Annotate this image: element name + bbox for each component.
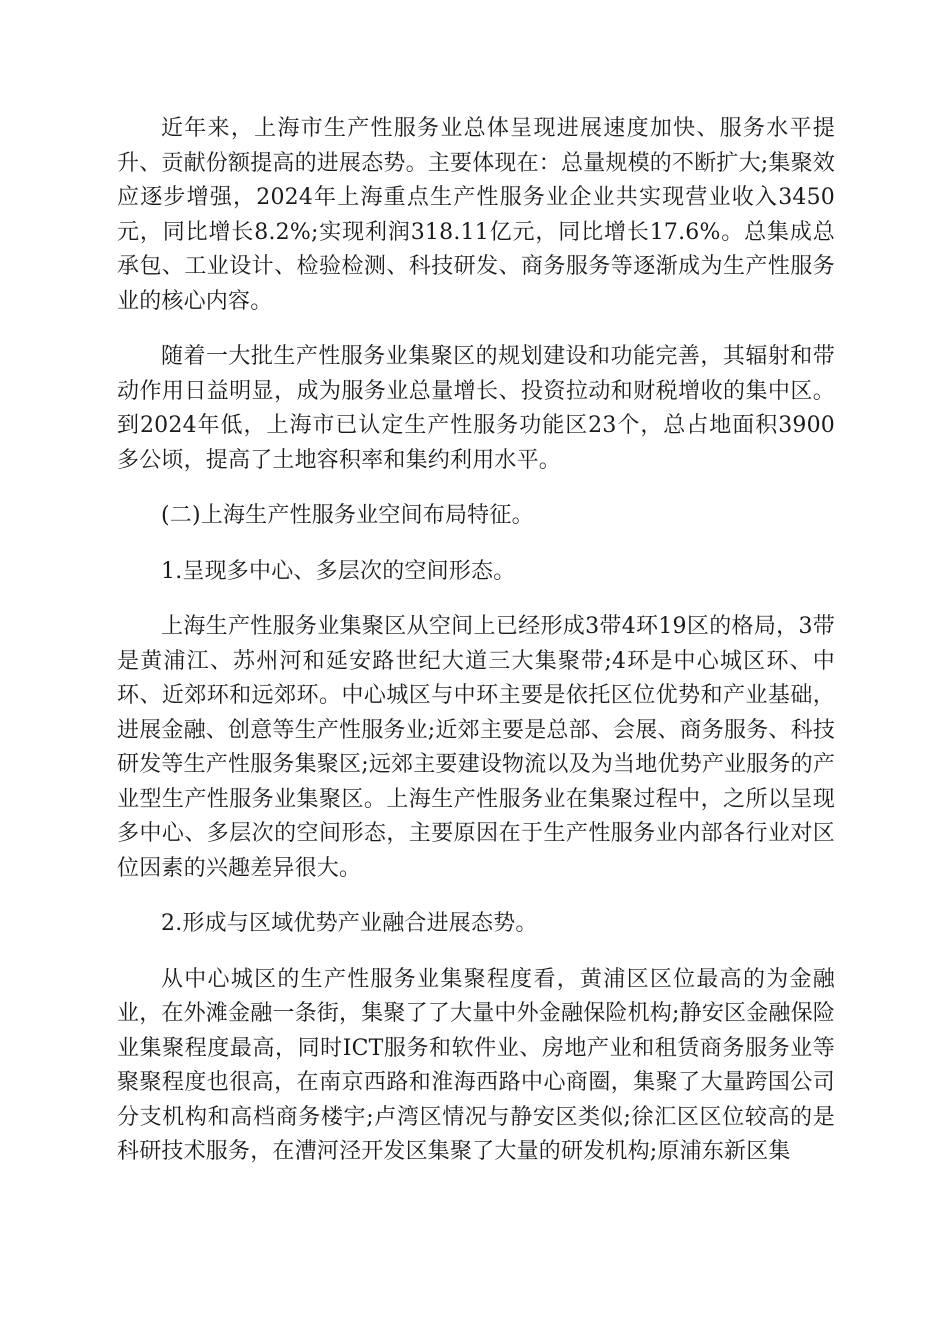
- paragraph-cluster-zones: 随着一大批生产性服务业集聚区的规划建设和功能完善，其辐射和带动作用日益明显，成为服务业总量增长、投资拉动和财税增收的集中区。到2024年低，上海市已认定生产性服务功能区23个，总占地面积3900多公顷，提高了土地容积率和集约利用水平。: [117, 344, 835, 473]
- paragraph-overview: 近年来，上海市生产性服务业总体呈现进展速度加快、服务水平提升、贡献份额提高的进展态势。主要体现在：总量规模的不断扩大;集聚效应逐步增强，2024年上海重点生产性服务业企业共实现营业收入3450元，同比增长8.2%;实现利润318.11亿元，同比增长17.6%。总集成总承包、工业设计、检验检测、科技研发、商务服务等逐渐成为生产性服务业的核心内容。: [117, 116, 836, 314]
- paragraph-spatial-pattern: 上海生产性服务业集聚区从空间上已经形成3带4环19区的格局，3带是黄浦江、苏州河和延安路世纪大道三大集聚带;4环是中心城区环、中环、近郊环和远郊环。中心城区与中环主要是依托区位优势和产业基础，进展金融、创意等生产性服务业;近郊主要是总部、会展、商务服务、科技研发等生产性服务集聚区;远郊主要建设物流以及为当地优势产业服务的产业型生产性服务业集聚区。上海生产性服务业在集聚过程中，之所以呈现多中心、多层次的空间形态，主要原因在于生产性服务业内部各行业对区位因素的兴趣差异很大。: [117, 614, 836, 881]
- subheading-industry-integration: 2.形成与区域优势产业融合进展态势。: [161, 911, 538, 936]
- subheading-multi-center: 1.呈现多中心、多层次的空间形态。: [161, 558, 516, 584]
- document-body: [117, 112, 835, 1191]
- paragraph-district-analysis: 从中心城区的生产性服务业集聚程度看，黄浦区区位最高的为金融业，在外滩金融一条街，集聚了了大量中外金融保险机构;静安区金融保险业集聚程度最高，同时ICT服务和软件业、房地产业和租赁商务服务业等聚聚程度也很高，在南京西路和淮海西路中心商圈，集聚了大量跨国公司分支机构和高档商务楼宇;卢湾区情况与静安区类似;徐汇区区位较高的是科研技术服务，在漕河泾开发区集聚了大量的研发机构;原浦东新区集: [117, 966, 836, 1164]
- section-heading-spatial-layout: (二)上海生产性服务业空间布局特征。: [161, 503, 534, 528]
